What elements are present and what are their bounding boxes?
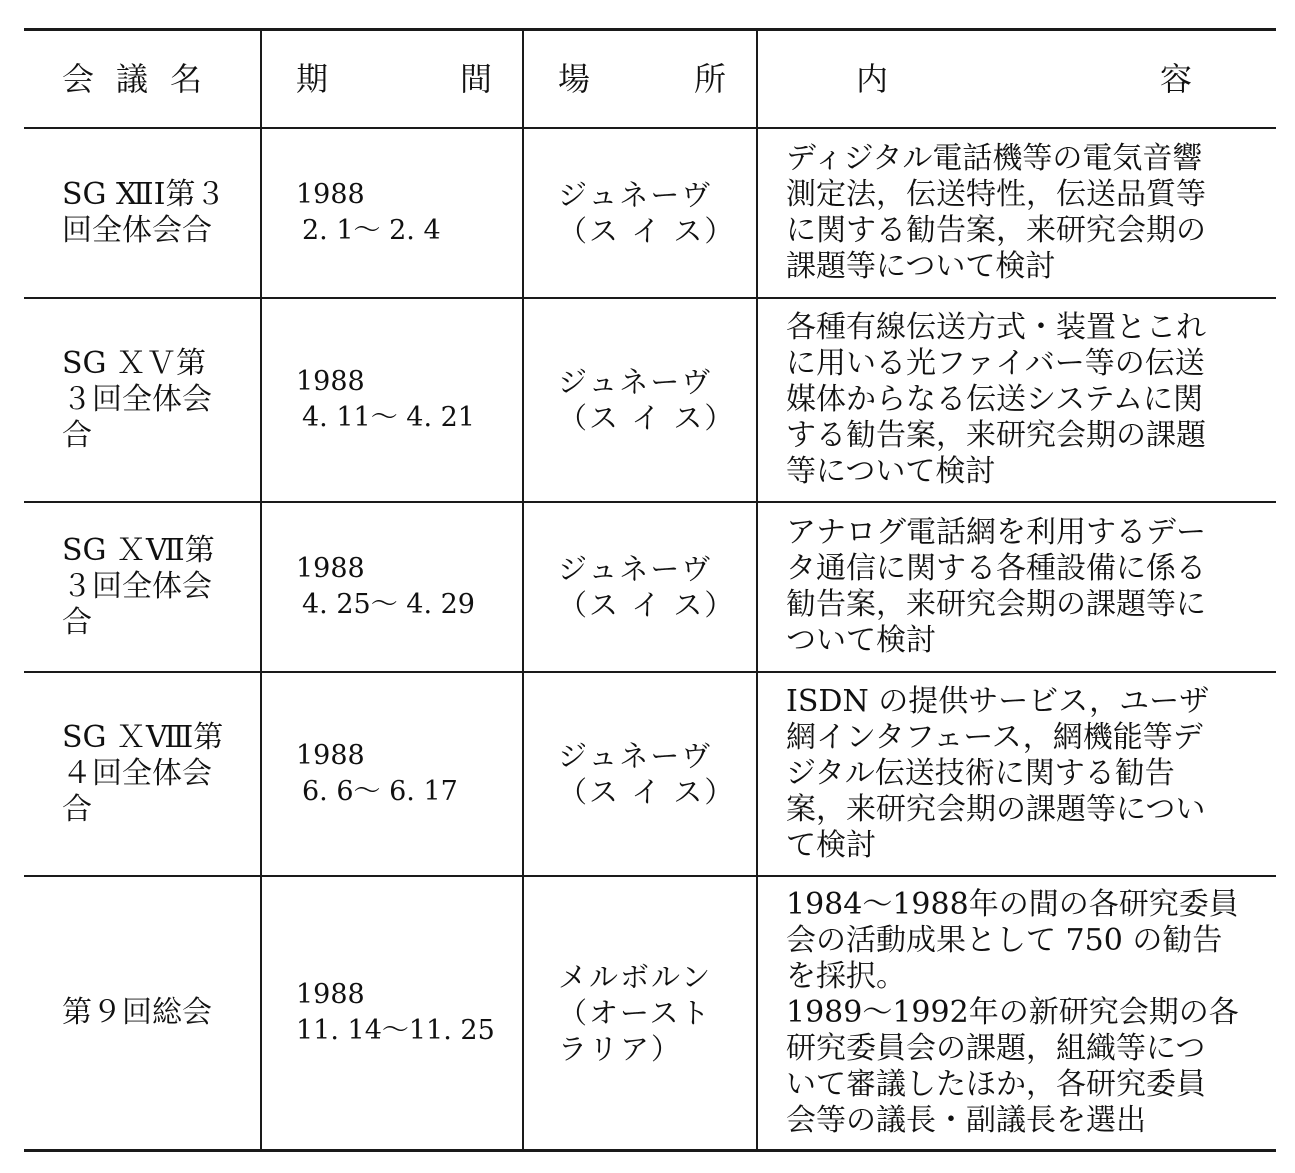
period-year: 1988	[296, 740, 365, 771]
meeting-name-cell	[24, 299, 262, 501]
content-line: 各種有線伝送方式・装置とこれ	[786, 310, 1206, 345]
period-cell	[262, 673, 524, 875]
meeting-name-cell	[24, 673, 262, 875]
meeting-name-line: ３回全体会	[62, 569, 212, 604]
content-line: いて審議したほか，各研究委員	[786, 1067, 1206, 1102]
meeting-name-cell	[24, 129, 262, 297]
period-range: 4. 25～ 4. 29	[302, 589, 475, 620]
content-line: ISDN の提供サービス，ユーザ	[786, 684, 1210, 719]
header-content-label-b: 容	[1159, 60, 1192, 98]
place-line: ジュネーヴ	[558, 178, 713, 212]
content-line: て検討	[786, 828, 876, 863]
header-place-label-b: 所	[693, 60, 726, 98]
period-range: 6. 6～ 6. 17	[302, 776, 458, 807]
period-range: 4. 11～ 4. 21	[302, 402, 475, 433]
place-line: ラリア）	[558, 1032, 683, 1066]
place-line: ジュネーヴ	[558, 365, 713, 399]
table-row	[24, 129, 1276, 299]
period-year: 1988	[296, 179, 365, 210]
meeting-name-line: SG ＸＶ第	[62, 346, 207, 381]
meeting-name-line: 合	[62, 605, 92, 640]
period-cell	[262, 299, 524, 501]
meeting-name-line: 第９回総会	[62, 995, 212, 1030]
place-cell	[524, 673, 758, 875]
content-line: 等について検討	[786, 454, 996, 489]
table-row	[24, 877, 1276, 1152]
table-row	[24, 299, 1276, 503]
content-line: に用いる光ファイバー等の伝送	[786, 346, 1205, 381]
header-content	[758, 31, 1276, 127]
meeting-name-cell	[24, 877, 262, 1149]
meeting-table	[24, 28, 1276, 1152]
period-year: 1988	[296, 979, 365, 1010]
period-cell	[262, 129, 524, 297]
meeting-name-line: SG ⅫI第３	[62, 177, 226, 212]
meeting-name-line: 合	[62, 418, 92, 453]
content-line: 測定法，伝送特性，伝送品質等	[786, 177, 1206, 212]
period-range: 2. 1～ 2. 4	[302, 215, 441, 246]
place-cell	[524, 877, 758, 1149]
place-line: （ス イ ス）	[558, 775, 736, 809]
content-line: 会の活動成果として 750 の勧告	[786, 923, 1223, 958]
table-row	[24, 503, 1276, 673]
period-range: 11. 14～11. 25	[296, 1015, 495, 1046]
place-line: （ス イ ス）	[558, 214, 736, 248]
meeting-name-cell	[24, 503, 262, 671]
period-cell	[262, 877, 524, 1149]
content-line: 研究委員会の課題，組織等につ	[786, 1031, 1206, 1066]
meeting-name-line: ４回全体会	[62, 756, 212, 791]
content-line: 会等の議長・副議長を選出	[786, 1103, 1146, 1138]
place-line: （ス イ ス）	[558, 401, 736, 435]
period-year: 1988	[296, 553, 365, 584]
content-line: 媒体からなる伝送システムに関	[786, 382, 1203, 417]
content-line: 案，来研究会期の課題等につい	[786, 792, 1206, 827]
header-period	[262, 31, 524, 127]
content-cell	[758, 503, 1276, 671]
content-line: を採択。	[786, 959, 906, 994]
meeting-name-line: SG ＸⅧ第	[62, 720, 224, 755]
meeting-name-line: 合	[62, 792, 92, 827]
place-line: ジュネーヴ	[558, 552, 713, 586]
header-period-label-a: 期	[296, 60, 329, 98]
table-row	[24, 673, 1276, 877]
content-cell	[758, 877, 1276, 1149]
header-place	[524, 31, 758, 127]
content-line: 勧告案，来研究会期の課題等に	[786, 587, 1206, 622]
meeting-name-line: ３回全体会	[62, 382, 212, 417]
place-line: （ス イ ス）	[558, 588, 736, 622]
place-line: （オースト	[558, 996, 712, 1030]
content-line: アナログ電話網を利用するデー	[786, 515, 1206, 550]
period-year: 1988	[296, 366, 365, 397]
content-line: する勧告案，来研究会期の課題	[786, 418, 1206, 453]
place-cell	[524, 299, 758, 501]
place-cell	[524, 503, 758, 671]
place-cell	[524, 129, 758, 297]
content-cell	[758, 673, 1276, 875]
meeting-name-line: SG ＸⅦ第	[62, 533, 215, 568]
content-line: に関する勧告案，来研究会期の	[786, 213, 1206, 248]
header-name	[24, 31, 262, 127]
content-cell	[758, 129, 1276, 297]
header-name-label: 会議名	[62, 60, 225, 98]
content-line: 1984～1988年の間の各研究委員	[786, 887, 1239, 922]
header-period-label-b: 間	[459, 60, 492, 98]
period-cell	[262, 503, 524, 671]
content-line: ディジタル電話機等の電気音響	[786, 141, 1203, 176]
header-place-label-a: 場	[558, 60, 591, 98]
meeting-name-line: 回全体会合	[62, 213, 212, 248]
content-line: 1989～1992年の新研究会期の各	[786, 995, 1239, 1030]
content-line: 課題等について検討	[786, 249, 1056, 284]
place-line: メルボルン	[558, 960, 713, 994]
content-line: タ通信に関する各種設備に係る	[786, 551, 1206, 586]
content-cell	[758, 299, 1276, 501]
place-line: ジュネーヴ	[558, 739, 713, 773]
table-header-row	[24, 31, 1276, 129]
content-line: ジタル伝送技術に関する勧告	[786, 756, 1175, 791]
header-content-label-a: 内	[856, 60, 889, 98]
content-line: 網インタフェース，網機能等デ	[786, 720, 1203, 755]
content-line: ついて検討	[786, 623, 936, 658]
